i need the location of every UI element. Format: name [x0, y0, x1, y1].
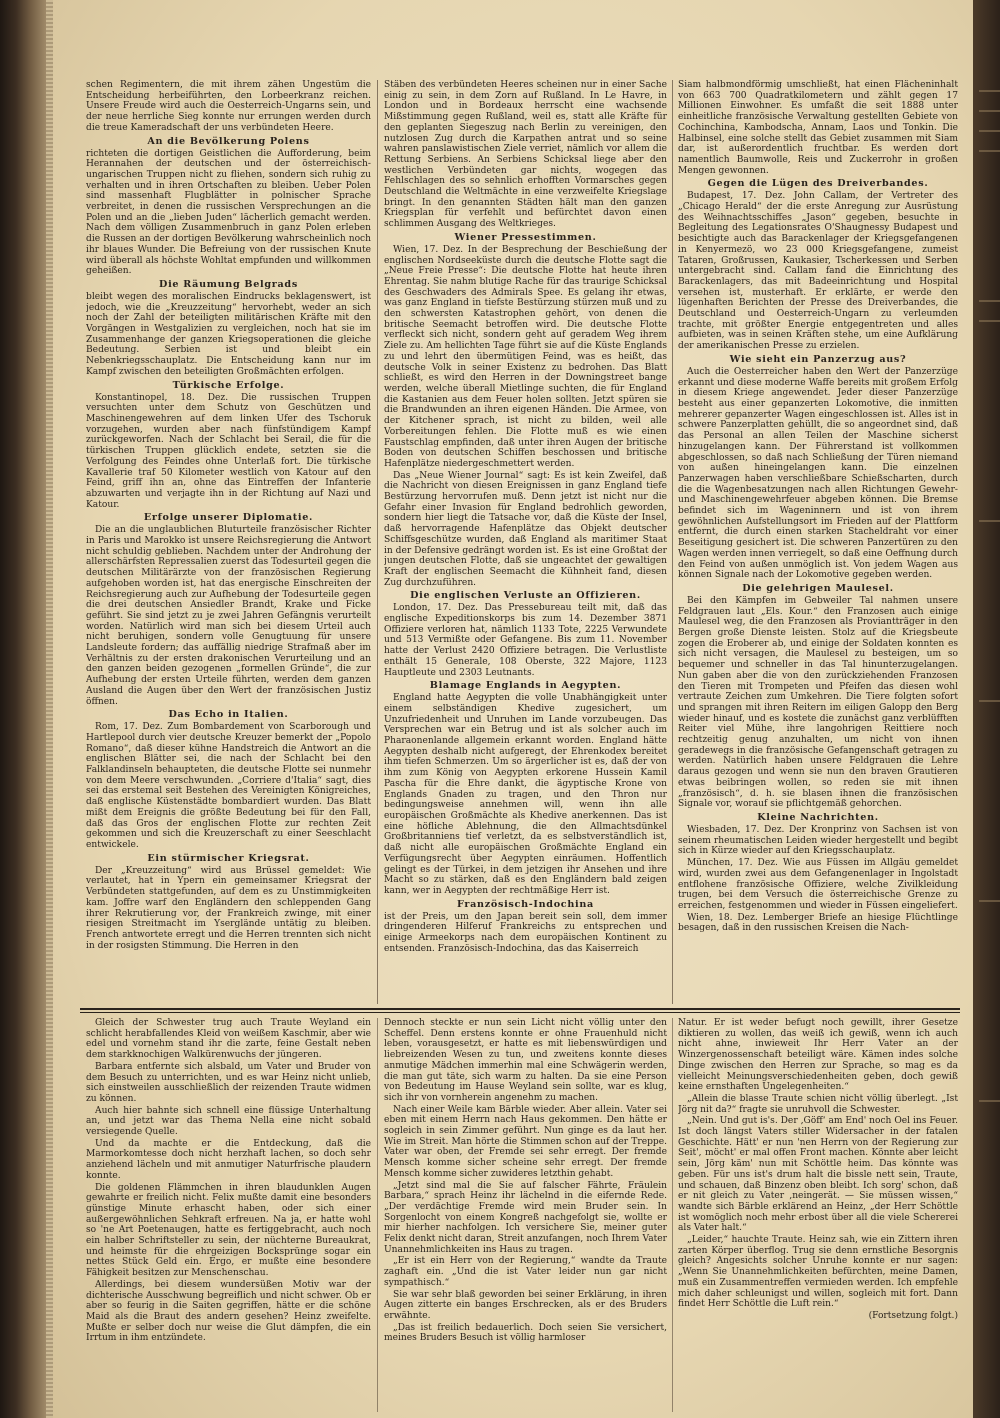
article-text: Auch die Oesterreicher haben den Wert der Panzerzüge erkannt und diese moderne Waffe bereits mit großem Erfolg in diesem Kriege angewendet. Jeder dieser Panzerzüge besteht aus einer gepanzerten Lokomotive, die inmitten mehrerer gepanzerter Wagen eingeschlossen ist. Alles ist in schwere Panzerplatten gehüllt, die so angeordnet sind, daß das Personal an allen Teilen der Maschine sicherst hinzugelangen kann. Der Führerstand ist vollkommen abgeschlossen, so daß nach Schließung der Türen niemand von außen hineingelangen kann. Die einzelnen Panzerwagen haben verschließbare Schießscharten, durch die die Wagenbesatzungen nach allen Richtungen Gewehr- und Maschinengewehrfeuer abgeben können. Die Bremse befindet sich im Wageninnern und ist von ihrem gewöhnlichen Aufstellungsort im Frieden auf der Plattform entfernt, die durch einen starken Stacheldraht vor einer Beseitigung gesichert ist. Die schweren Panzertüren zu den Wagen werden innen verriegelt, so daß eine Oeffnung durch den Feind von außen unmöglich ist. Von jedem Wagen aus können Signale nach der Lokomotive gegeben werden. [678, 366, 958, 581]
feuilleton-column-3 [678, 1018, 958, 1412]
news-column-2 [384, 80, 667, 1004]
article-text: Konstantinopel, 18. Dez. Die russischen Truppen versuchten unter dem Schutz von Geschützen und Maschinengewehren auf dem linken Ufer des Tschoruk vorzugehen, wurden aber nach fünfstündigem Kampf zurückgeworfen. Nach der Schlacht bei Serail, die für die türkischen Truppen glücklich endete, setzten sie die Verfolgung des Feindes ohne Unterlaß fort. Die türkische Kavallerie traf 50 Kilometer westlich von Katour auf den Feind, griff ihn an, ohne das Eintreffen der Infanterie abzuwarten und verjagte ihn in der Richtung auf Nazi und Katour. [86, 392, 371, 510]
headline: Blamage Englands in Aegypten. [429, 680, 622, 692]
column-divider [377, 80, 378, 1004]
article-text: Rom, 17. Dez. Zum Bombardement von Scarborough und Hartlepool durch vier deutsche Kreuzer bemerkt der „Popolo Romano“, daß dieser kühne Handstreich die Antwort an die englischen Blätter sei, die nach der Schlacht bei den Falklandinseln behaupteten, die deutsche Flotte sei nunmehr von dem Meere verschwunden. „Corriere d'Italia“ sagt, dies sei das erstemal seit Bestehen des Vereinigten Königreiches, daß englische Küstenstädte bombardiert wurden. Das Blatt mißt dem Ereignis die größte Bedeutung bei für den Fall, daß das Gros der englischen Flotte zur rechten Zeit gekommen und sich die Kreuzerschaft zu einer Seeschlacht entwickele. [86, 722, 371, 850]
feuilleton-divider [80, 1012, 960, 1013]
story-text: „Nein. Und gut is's. Der ‚Göff‘ am End' noch Oel ins Feuer. Ist doch längst Vaters stiller Widersacher in der fatalen Geschichte. Hätt' er nun 'nen Herrn von der Regierung zur Seit', möcht' er mal offen Front machen. Könnte aber leicht sein, Jörg käm' nun mit Schöttle heim. Das könnte was geben. Für uns ist's drum halt die bissle nett sein, Traute, und schauen, daß Binzenz oben bleibt. Ich sorg' schon, daß er nit gleich zu Vater ‚neingerät. — Sie müssen wissen,“ wandte sich Bärble erklärend an Heinz, „der Herr Schöttle ist womöglich noch mehr erbost über all die viele Schererei als Vater halt.“ [678, 1116, 958, 1234]
headline: Das Echo in Italien. [168, 709, 289, 721]
next-page-edge [973, 0, 1000, 1418]
page-content [58, 76, 964, 1412]
article-text: bleibt wegen des moralischen Eindrucks beklagenswert, ist jedoch, wie die „Kreuzzeitung“ hervorhebt, weder an sich noch der Zahl der beteiligten militärischen Kräfte mit den Vorgängen in Westgalizien zu vergleichen, noch hat sie im Zusammenhange der ganzen Kriegsoperationen die gleiche Bedeutung. Serbien ist und bleibt ein Nebenkriegsschauplatz. Die Entscheidung kann nur im Kampf zwischen den beteiligten Großmächten erfolgen. [86, 291, 371, 377]
article-text: ist der Preis, um den Japan bereit sein soll, dem immer dringenderen Hilferuf Frankreichs zu entsprechen und einige Armeekorps nach dem europäischen Kontinent zu entsenden. Französisch-Indochina, das das Kaiserreich [384, 911, 667, 954]
article-text: Wiesbaden, 17. Dez. Der Kronprinz von Sachsen ist von seinem rheumatischen Leiden wieder hergestellt und begibt sich in Kürze wieder auf den Kriegsschauplatz. [678, 825, 958, 857]
article-text: Bei den Kämpfen im Gebweiler Tal nahmen unsere Feldgrauen laut „Els. Kour.“ den Franzosen auch einige Maulesel weg, die den Franzosen als Proviantträger in den Bergen große Dienste leisten. Stolz auf die Kriegsbeute zogen die Eroberer ab, und einige der Soldaten konnten es sich nicht versagen, die Maulesel zu besteigen, um so bequemer und schneller in das Tal hinunterzugelangen. Nun gaben aber die von den zurückziehenden Franzosen den Tieren mit Trompeten und Pfeifen das diesen wohl vertraute Zeichen zum Umkehren. Die Tiere folgten sofort und sprangen mit ihren Reitern im eiligen Galopp den Berg wieder hinauf, und es kostete die zunächst ganz verblüfften Reiter viel Mühe, ihre langohrigen Reittiere noch rechtzeitig genug anzuhalten, um nicht von ihnen geradewegs in die französische Gefangenschaft getragen zu werden. Natürlich haben unsere Feldgrauen die Lehre daraus gezogen und wenn sie nun den braven Grautieren etwas beibringen wollen, so reden sie mit ihnen „französisch“, d. h. sie blasen ihnen die französischen Signale vor, worauf sie pflichtgemäß gehorchen. [678, 595, 958, 810]
article-text: München, 17. Dez. Wie aus Füssen im Allgäu gemeldet wird, wurden zwei aus dem Gefangenenlager in Ingolstadt entflohene französische Offiziere, welche Zivilkleidung trugen, bei dem Versuch die österreichische Grenze zu erreichen, festgenommen und wieder in Füssen eingeliefert. [678, 858, 958, 911]
headline: Die gelehrigen Maulesel. [742, 582, 894, 594]
headline: Die Räumung Belgrads [159, 278, 298, 290]
article-text: Budapest, 17. Dez. John Callam, der Vertreter des „Chicago Herald“ der die erste Anregung zur Ausrüstung des Weihnachtsschiffes „Jason“ gegeben, besuchte in Begleitung des Legationsrates O'Shaugnessy Budapest und besichtigte auch das Barackenlager der Kriegsgefangenen in Kenyermezö, wo 23 000 Kriegsgefangene, zumeist Tataren, Großrussen, Kaukasier, Tscherkessen und Serben untergebracht sind. Callam fand die Einrichtung des Barackenlagers, das mit Badeeinrichtung und Hospital versehen ist, musterhaft. Er erklärte, er werde den lügenhaften Berichten der Presse des Dreiverbandes, die Deutschland und Oesterreich-Ungarn zu verleumden trachte, mit größter Energie entgegentreten und alles aufbieten, was in seinen Kräften stehe, um eine Aufklärung der amerikanischen Presse zu erzielen. [678, 191, 958, 352]
article-text: richteten die dortigen Geistlichen die Aufforderung, beim Herannahen der deutschen und der österreichisch-ungarischen Truppen nicht zu fliehen, sondern sich ruhig zu verhalten und in ihren Ortschaften zu bleiben. Ueber Polen sind massenhaft Flugblätter in polnischer Sprache verbreitet, in denen die russischen Versprechungen an die Polen und an die „lieben Juden“ lächerlich gemacht werden. Nach dem völligen Zusammenbruch in ganz Polen erleben die Russen an der dortigen Bevölkerung wahrscheinlich noch ihr blaues Wunder. Die Befreiung von der russischen Knute wird überall als höchste Wohltat empfunden und willkommen geheißen. [86, 148, 371, 277]
story-text: Und da machte er die Entdeckung, daß die Marmorkomtesse doch nicht herzhaft lachen, so doch sehr anziehend lächeln und mit anmutiger Naturfrische plaudern konnte. [86, 1138, 371, 1181]
article-text: London, 17. Dez. Das Pressebureau teilt mit, daß das englische Expeditionskorps bis zum 14. Dezember 3871 Offiziere verloren hat, nämlich 1133 Tote, 2225 Verwundete und 513 Vermißte oder Gefangene. Bis zum 11. November hatte der Verlust 2420 Offiziere betragen. Die Verlustliste enthält 15 Generale, 108 Oberste, 322 Majore, 1123 Hauptleute und 2303 Leutnants. [384, 603, 667, 678]
headline: Kleine Nachrichten. [757, 812, 879, 823]
article-text: Wien, 18. Dez. Lemberger Briefe an hiesige Flüchtlinge besagen, daß in den russischen Kreisen die Nach- [678, 912, 958, 934]
headline: Französisch-Indochina [457, 898, 594, 910]
story-text: Gleich der Schwester trug auch Traute Weyland ein schlicht herabfallendes Kleid von weißem Kaschmir, aber wie edel und vornehm stand ihr die zarte, feine Gestalt neben dem starkknochigen Walkürenwuchs der jüngeren. [86, 1018, 371, 1061]
headline: Wie sieht ein Panzerzug aus? [729, 353, 907, 365]
news-column-3 [678, 80, 958, 1004]
headline: Ein stürmischer Kriegsrat. [147, 852, 310, 864]
headline: An die Bevölkerung Polens [147, 135, 310, 147]
headline: Die englischen Verluste an Offizieren. [410, 590, 641, 602]
continuation-note: (Fortsetzung folgt.) [868, 1310, 958, 1321]
headline: Gegen die Lügen des Dreiverbandes. [707, 178, 929, 190]
article-text: Stäben des verbündeten Heeres scheinen nur in einer Sache einig zu sein, in dem Zorn auf Rußland. In Le Havre, in London und in Bordeaux herrscht eine wachsende Mißstimmung gegen Rußland, weil es, statt alle Kräfte für den geplanten Siegeszug nach Berlin zu vereinigen, den nutzlosen Zug durch die Karpathen antrat und so seine wahren panslawistischen Ziele verriet, nämlich vor allem die Rettung Serbiens. An Serbiens Schicksal liege aber den westlichen Verbündeten gar nichts, wogegen das Fehlschlagen des so sehnlich erhofften Vormarsches gegen Deutschland die Weltmächte in eine verzweifelte Kriegslage bringt. In den genannten Städten hält man den ganzen Kriegsplan für verfehlt und befürchtet davon einen schlimmen Ausgang des Weltkrieges. [384, 80, 667, 230]
story-text: „Das ist freilich bedauerlich. Doch seien Sie versichert, meines Bruders Besuch ist völlig harmloser [384, 1322, 667, 1344]
story-text: „Allein die blasse Traute schien nicht völlig überlegt. „Ist Jörg nit da?“ fragte sie unruhvoll die Schwester. [678, 1093, 958, 1115]
story-text: Auch hier bahnte sich schnell eine flüssige Unterhaltung an, und jetzt war das Thema Nella eine nicht sobald versiegende Quelle. [86, 1105, 371, 1138]
feuilleton-column-2 [384, 1018, 667, 1412]
story-text: Dennoch steckte er nun sein Licht nicht völlig unter den Scheffel. Denn erstens konnte er ohne Frauenhuld nicht leben, vorausgesetzt, er hatte es mit liebenswürdigen und liebreizenden Wesen zu tun, und zweitens konnte dieses anmutige Mädchen immerhin mal eine Schwägerin werden, die man gut täte, sich warm zu halten. Da sie eine Person von Bedeutung im Hause Weyland sein sollte, war es klug, sich ihr von vornherein angenehm zu machen. [384, 1018, 667, 1103]
news-column-1 [86, 80, 371, 1004]
story-text: Allerdings, bei diesem wundersüßen Motiv war der dichterische Ausschwung begreiflich und nicht schwer. Ob er aber so feurig in die Saiten gegriffen, hätte er die schöne Maid als die Braut des andern gesehen? Heinz zweifelte. Mußte er selber doch nur weise die Glut dämpfen, die ein Irrtum in ihm entzündete. [86, 1279, 371, 1344]
article-text: England hatte Aegypten die volle Unabhängigkeit unter einem selbständigen Khedive zugesichert, um Unzufriedenheit und Unruhen im Lande vorzubeugen. Das Versprechen war ein Betrug und ist als solcher auch im Pharaonenlande allgemein erkannt worden. England hätte Aegypten deshalb nicht aufgeregt, der Ehrenkodex bereitet ihm tiefen Schmerzen. Um so ärgerlicher ist es, daß der von ihm zum König von Aegypten erkorene Hussein Kamil Pascha für die Ehre dankt, die ägyptische Krone von Englands Gnaden zu tragen, und den Thron nur bedingungsweise annehmen will, wenn ihn alle europäischen Großmächte als Khedive anerkennen. Das ist eine höfliche Ablehnung, die den Allmachtsdünkel Großbritanniens tief verletzt, da es selbstverständlich ist, daß nicht alle europäischen Großmächte England ein Verfügungsrecht über Aegypten einräumen. Hoffentlich gelingt es der Türkei, in dem jetzigen ihr Ansehen und ihre Macht so zu stärken, daß es den Engländern bald zeigen kann, wer in Aegypten der rechtmäßige Herr ist. [384, 693, 667, 896]
feuilleton-divider [80, 1008, 960, 1010]
story-text: Barbara entfernte sich alsbald, um Vater und Bruder von dem Besuch zu unterrichten, und es war Heinz nicht unlieb, sich einstweilen ausschließlich der reizenden Traute widmen zu können. [86, 1061, 371, 1104]
story-text: Sie war sehr blaß geworden bei seiner Erklärung, in ihren Augen zitterte ein banges Erschrecken, als er des Bruders erwähnte. [384, 1289, 667, 1321]
article-text: Wien, 17. Dez. In der Besprechung der Beschießung der englischen Nordseeküste durch die deutsche Flotte sagt die „Neue Freie Presse“: Die deutsche Flotte hat heute ihren Ehrentag. Sie nahm blutige Rache für das traurige Schicksal des Geschwaders des Admirals Spee. Es gelang ihr etwas, was ganz England in tiefste Bestürzung stürzen muß und zu den schwersten Katastrophen gehört, von denen die britische Seemacht betroffen wird. Die deutsche Flotte verfleckt sich nicht, sondern geht auf geradem Weg ihrem Ziele zu. Am hellichten Tage führt sie auf die Küste Englands zu und lehrt den übermütigen Feind, was es heißt, das deutsche Volk in seiner Existenz zu bedrohen. Das Blatt schließt, es wird den Herren in der Downingstreet bange werden, welche überall Mietlinge suchten, die für England die Kastanien aus dem Feuer holen sollten. Jetzt spüren sie die Brandwunden an ihren eigenen Händen. Die Armee, von der Kitchener sprach, ist nicht zu bilden, weil alle Vorbereitungen fehlen. Die Flotte muß es wie einen Faustschlag empfinden, daß unter ihren Augen der britische Boden von deutschen Schiffen beschossen und britische Hafenplätze niedergeschmettert werden. [384, 244, 667, 469]
column-divider [377, 1018, 378, 1412]
column-divider [672, 80, 673, 1004]
headline: Türkische Erfolge. [172, 379, 285, 391]
story-text: Nach einer Weile kam Bärble wieder. Aber allein. Vater sei eben mit einem Herrn nach Haus gekommen. Den hätte er sogleich in sein Zimmer geführt. Nun ginge es da laut her. Wie im Streit. Man hörte die Stimmen schon auf der Treppe. Vater war oben, der Fremde sei sehr erregt. Der fremde Mensch komme sicher scheine sehr erregt. Der fremde Mensch komme sicher zuwideres letzthin gehabt. [384, 1104, 667, 1179]
column-divider [672, 1018, 673, 1412]
article-text: Die an die unglaublichen Bluturteile französischer Richter in Paris und Marokko ist unsere Reichsregierung die Antwort nicht schuldig geblieben. Nachdem unter der Androhung der allerschärfsten Repressalien zuerst das Todesurteil gegen die deutschen Militärärzte von der französischen Regierung aufgehoben worden ist, hat das energische Einschreiten der Reichsregierung auch zur Aufhebung der Todesurteile gegen die drei deutschen Ansiedler Brandt, Krake und Ficke geführt. Sie sind jetzt zu je zwei Jahren Gefängnis verurteilt worden. Natürlich wird man sich bei diesem Urteil auch nicht beruhigen, sondern volle Genugtuung für unsere Landsleute fordern; das auffällig niedrige Strafmaß aber im Verhältnis zu der ersten drakonischen Verurteilung und an den ganzen beiden gezogenen „formellen Gründe“, die zur Aufhebung der ersten Urteile führten, werden dem ganzen Ausland die Augen über den Wert der französischen Justiz öffnen. [86, 525, 371, 707]
article-text: schen Regimentern, die mit ihrem zähen Ungestüm die Entscheidung herbeiführten, den Lorbeerkranz reichen. Unsere Freude wird auch die Oesterreich-Ungarns sein, und der neue herrliche Sieg konnte nur errungen werden durch die treue Kameradschaft der uns verbündeten Heere. [86, 80, 371, 133]
story-text: „Er ist ein Herr von der Regierung,“ wandte da Traute zaghaft ein. „Und die ist Vater leider nun gar nicht sympathisch.“ [384, 1256, 667, 1288]
headline: Erfolge unserer Diplomatie. [143, 512, 314, 524]
article-text: Siam halbmondförmig umschließt, hat einen Flächeninhalt von 663 700 Quadratkilometern und zählt gegen 17 Millionen Einwohner. Es umfaßt die seit 1888 unter einheitliche französische Verwaltung gestellten Gebiete von Cochinchina, Kambodscha, Annam, Laos und Tonkin. Die Halbinsel, eine solche stellt das Gebiet zusammen mit Siam dar, ist außerordentlich fruchtbar. Es werden dort namentlich Baumwolle, Reis und Zuckerrohr in großen Mengen gewonnen. [678, 80, 958, 176]
headline: Wiener Pressestimmen. [454, 231, 597, 243]
article-text: Das „Neue Wiener Journal“ sagt: Es ist kein Zweifel, daß die Nachricht von diesen Ereignissen in ganz England tiefe Bestürzung hervorrufen muß. Denn jetzt ist nicht nur die Gefahr einer Invasion für England bedrohlich geworden, sondern hier liegt die Tatsache vor, daß die Küste der Insel, daß hervorragende Hafenplätze das Objekt deutscher Schiffsgeschütze wurden, daß England als maritimer Staat in der Defensive gedrängt worden ist. Es ist eine Großtat der jungen deutschen Flotte, daß sie ungeachtet der gewaltigen Kraft der englischen Seemacht die Kühnheit fand, diesen Zug durchzuführen. [384, 470, 667, 588]
article-text: Der „Kreuzzeitung“ wird aus Brüssel gemeldet: Wie verlautet, hat in Ypern ein gemeinsamer Kriegsrat der Verbündeten stattgefunden, auf dem es zu Unstimmigkeiten kam. Joffre warf den Engländern den schleppenden Gang ihrer Rekrutierung vor, der Frankreich zwinge, mit einer riesigen Streitmacht im Yserglände untätig zu bleiben. French antwortete erregt und die Herren trennten sich nicht in der rosigsten Stimmung. Die Herren in den [86, 865, 371, 951]
book-spine [0, 0, 46, 1418]
story-text: „Jetzt sind mal die Sie auf falscher Fährte, Fräulein Barbara,“ sprach Heinz ihr lächelnd in die eifernde Rede. „Der verdächtige Fremde wird mein Bruder sein. In Sorgenlocht von einem Kongreß nachgefolgt sie, wollte er mir hierher nachfolgen. Ich versichere Sie, meiner guter Felix denkt nicht daran, Streit anzufangen, noch Ihrem Vater Unannehmlichkeiten ins Haus zu tragen. [384, 1180, 667, 1255]
story-text: Die goldenen Flämmchen in ihren blaudunklen Augen gewahrte er freilich nicht. Felix mußte damit eine besonders günstige Minute erhascht haben, oder sich einer außergewöhnlichen Sehkraft erfreuen. Na ja, er hatte wohl so 'ne Art Poetenaugen, hatte es fertiggebracht, auch noch ein halber Schriftsteller zu sein, der nüchterne Bureaukrat, und heimste für die ehrgeizigen Bocksprünge sogar ein nettes Stück Geld ein. Ergo, er mußte eine besondere Fähigkeit besitzen zur Menschenschau. [86, 1182, 371, 1279]
story-text: Natur. Er ist weder befugt noch gewillt, ihrer Gesetze diktieren zu wollen, das weiß ich gewiß, wenn ich auch nicht ahne, inwieweit Ihr Herr Vater an der Winzergenossenschaft beteiligt wäre. Kämen indes solche Dinge zwischen den Herren zur Sprache, so mag es da vielleicht Meinungsverschiedenheiten geben, doch gewiß keine ernsthaften Ungelegenheiten.“ [678, 1018, 958, 1093]
story-text: „Leider,“ hauchte Traute. Heinz sah, wie ein Zittern ihren zarten Körper überflog. Trug sie denn ernstliche Besorgnis gleich? Angesichts solcher Unruhe konnte er nur sagen: „Wenn Sie Unannehmlichkeiten befürchten, meine Damen, muß ein Zusammentreffen vermieden werden. Ich empfehle mich daher schleunigst und willen, sogleich mit fort. Dann findet Herr Schöttle die Luft rein.“ [678, 1235, 958, 1310]
feuilleton-column-1 [86, 1018, 371, 1412]
page-stack-edge [46, 0, 53, 1418]
